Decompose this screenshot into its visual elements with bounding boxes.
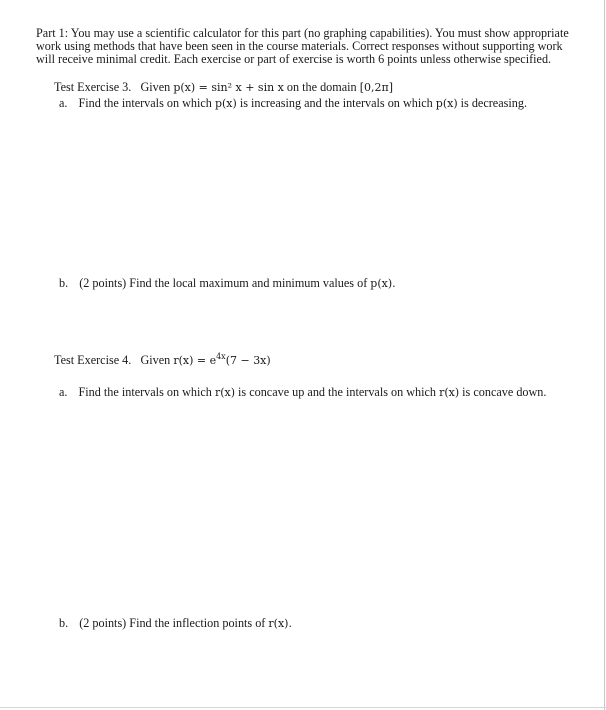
part-a-text-2: is increasing and the intervals on which xyxy=(239,96,433,110)
part-a-text-3: is concave down. xyxy=(462,385,547,399)
exercise-4-part-b xyxy=(59,616,292,631)
part-label: b. xyxy=(59,616,69,630)
exercise-3-header xyxy=(54,80,393,95)
exercise-4-title: Test Exercise 4. xyxy=(54,353,132,367)
part-a-fn-1: p(x) xyxy=(214,97,237,110)
exercise-3-part-a xyxy=(59,96,527,111)
part-b-text: (2 points) Find the local maximum and minimum values of xyxy=(79,276,368,290)
part-b-text: (2 points) Find the inflection points of xyxy=(79,616,266,630)
part-label: b. xyxy=(59,276,69,290)
exercise-4-function xyxy=(173,354,270,367)
instructions-line-1: Part 1: You may use a scientific calculator for this part (no graphing capabilities). You must show appropriate xyxy=(36,26,569,40)
page-edge-bottom xyxy=(0,707,606,708)
part-b-fn: p(x). xyxy=(370,277,396,290)
exercise-3-title: Test Exercise 3. xyxy=(54,80,132,94)
exercise-4-function-lhs: r(x) = e xyxy=(173,354,217,367)
exercise-4-function-rhs: (7 − 3x) xyxy=(225,354,271,367)
exercise-4-function-exponent: 4x xyxy=(216,352,226,361)
instructions-paragraph xyxy=(36,27,581,65)
part-b-fn: r(x). xyxy=(268,617,292,630)
instructions-line-2: work using methods that have been seen in the course materials. Correct responses without supporting work xyxy=(36,38,563,53)
exercise-3-domain-text: on the domain xyxy=(286,80,357,94)
part-label: a. xyxy=(59,96,68,110)
exercise-3-function: p(x) = sin² x + sin x xyxy=(173,81,284,94)
part-a-text-1: Find the intervals on which xyxy=(78,385,212,399)
exercise-3-given: Given xyxy=(140,80,171,94)
exercise-4-header xyxy=(54,353,271,368)
part-a-fn-2: r(x) xyxy=(439,386,460,399)
part-a-fn-1: r(x) xyxy=(214,386,235,399)
part-a-text-1: Find the intervals on which xyxy=(78,96,212,110)
exercise-3-domain: [0,2π] xyxy=(359,81,394,94)
page-edge-right xyxy=(604,0,605,710)
exercise-4-part-a xyxy=(59,385,546,400)
part-a-text-3: is decreasing. xyxy=(460,96,527,110)
part-a-fn-2: p(x) xyxy=(435,97,458,110)
instructions-line-3: will receive minimal credit. Each exercise or part of exercise is worth 6 points unless otherwise specified. xyxy=(36,51,552,66)
exercise-3-part-b xyxy=(59,276,396,291)
part-a-text-2: is concave up and the intervals on which xyxy=(238,385,437,399)
part-label: a. xyxy=(59,385,68,399)
exercise-4-given: Given xyxy=(140,353,171,367)
